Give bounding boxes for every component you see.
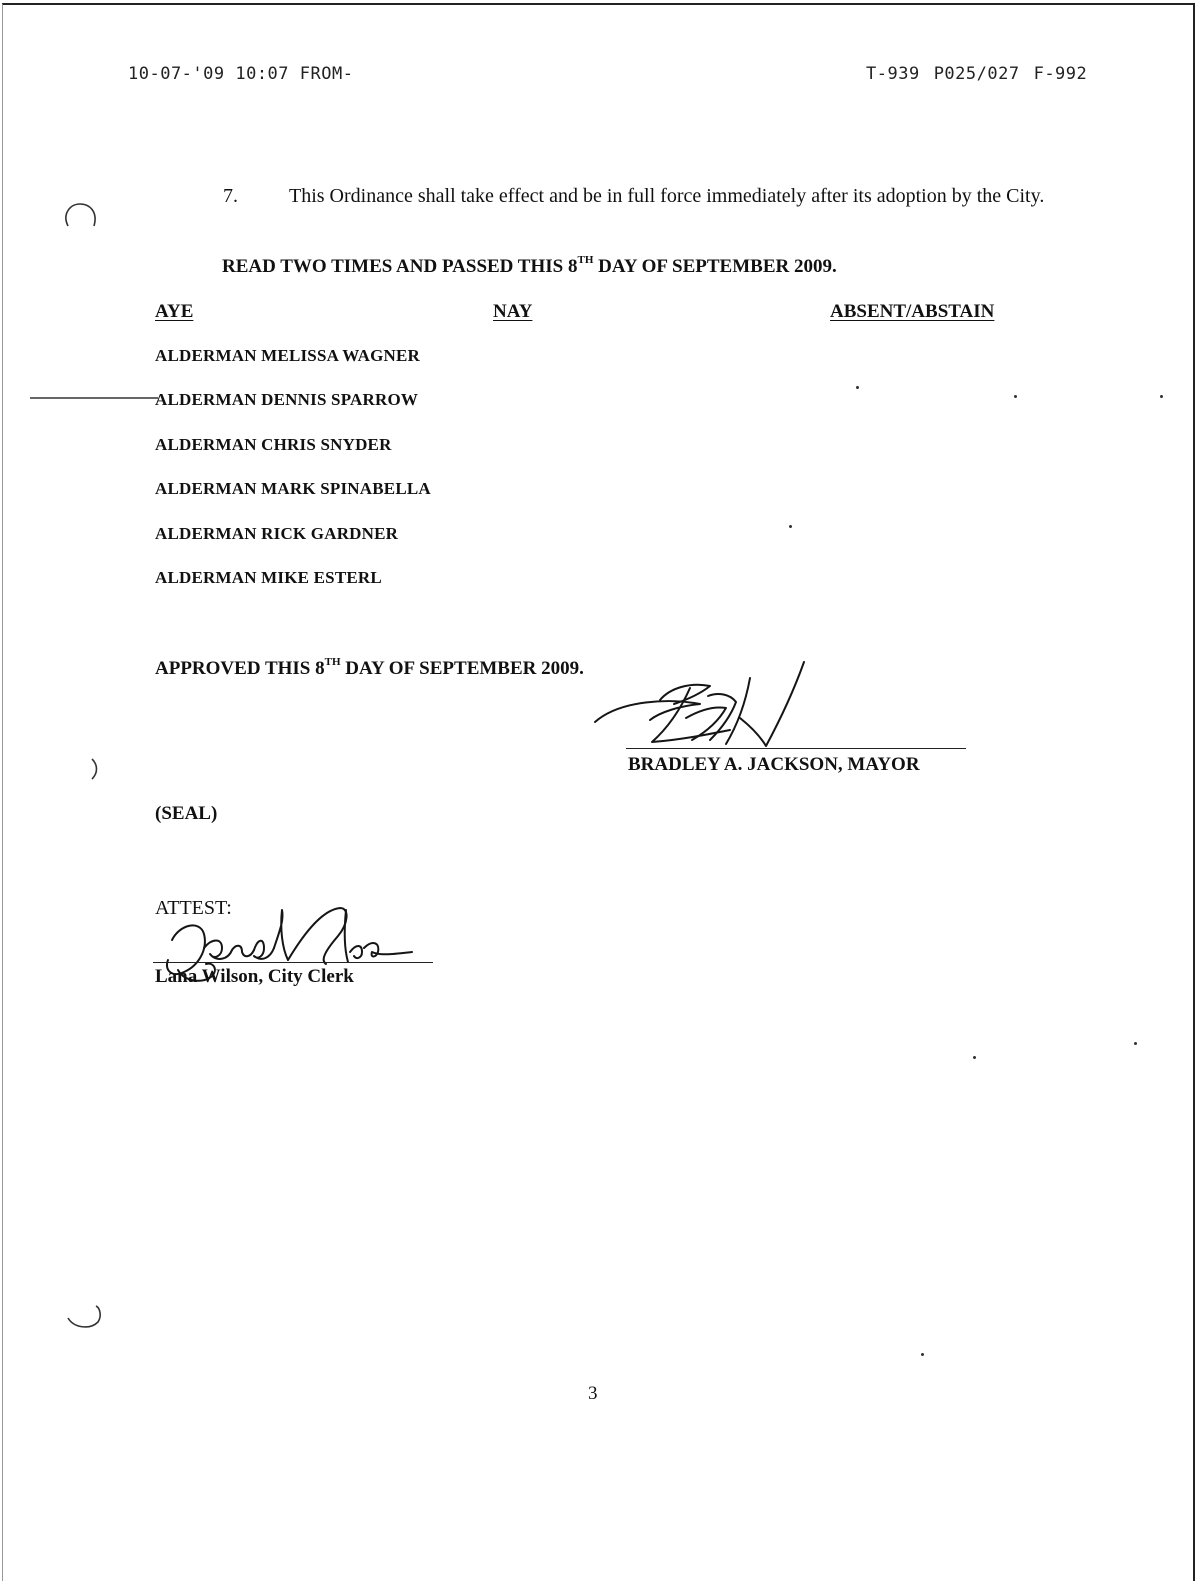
aye-vote-list xyxy=(155,346,431,612)
fax-page-count: P025/027 xyxy=(933,64,1020,84)
clerk-signature-line xyxy=(153,962,433,963)
mayor-signature-line xyxy=(626,748,966,749)
approved-date: DAY OF SEPTEMBER 2009. xyxy=(340,658,584,679)
column-header-nay: NAY xyxy=(493,301,533,322)
scan-speck xyxy=(1134,1042,1137,1045)
punch-hole-mark-bottom xyxy=(64,1304,106,1334)
aye-voter: ALDERMAN MIKE ESTERL xyxy=(155,567,382,587)
mayor-name: BRADLEY A. JACKSON, MAYOR xyxy=(628,754,920,775)
punch-hole-mark-top xyxy=(60,200,102,236)
fax-fx-id: F-992 xyxy=(1033,64,1088,84)
fax-header-left: 10-07-'09 10:07 FROM- xyxy=(128,64,354,84)
approved-statement xyxy=(155,658,584,680)
mayor-signature xyxy=(590,660,820,760)
section-number: 7. xyxy=(223,185,238,207)
scan-speck xyxy=(921,1353,924,1356)
column-header-absent-abstain: ABSENT/ABSTAIN xyxy=(830,301,995,322)
aye-voter: ALDERMAN MARK SPINABELLA xyxy=(155,479,431,499)
scan-speck xyxy=(856,386,859,389)
aye-voter: ALDERMAN CHRIS SNYDER xyxy=(155,434,392,454)
scan-speck xyxy=(973,1056,976,1059)
aye-voter: ALDERMAN DENNIS SPARROW xyxy=(155,390,419,410)
approved-text: APPROVED THIS 8 xyxy=(155,658,325,679)
fax-tx-id: T-939 xyxy=(866,64,920,84)
aye-voter: ALDERMAN MELISSA WAGNER xyxy=(155,346,420,365)
page-border xyxy=(2,3,1195,1581)
column-header-aye: AYE xyxy=(155,301,194,322)
scan-speck xyxy=(789,525,792,528)
fax-header-right xyxy=(866,64,1087,84)
passed-statement xyxy=(222,256,837,278)
approved-ordinal: TH xyxy=(324,656,341,668)
scan-speck xyxy=(1014,395,1017,398)
clerk-name: Lana Wilson, City Clerk xyxy=(155,966,354,987)
passed-date: DAY OF SEPTEMBER 2009. xyxy=(593,256,837,277)
passed-text: READ TWO TIMES AND PASSED THIS 8 xyxy=(222,256,578,277)
ordinance-section-7 xyxy=(155,183,1045,209)
aye-voter: ALDERMAN RICK GARDNER xyxy=(155,523,399,543)
scan-speck xyxy=(1160,395,1163,398)
seal-placeholder: (SEAL) xyxy=(155,803,218,824)
section-text: This Ordinance shall take effect and be in full force immediately after its adoption by the City. xyxy=(289,185,1045,207)
page-number: 3 xyxy=(588,1383,598,1404)
punch-hole-mark-middle xyxy=(88,757,102,781)
passed-ordinal: TH xyxy=(577,254,594,266)
attest-label: ATTEST: xyxy=(155,897,232,919)
scan-line-artifact xyxy=(30,396,160,400)
